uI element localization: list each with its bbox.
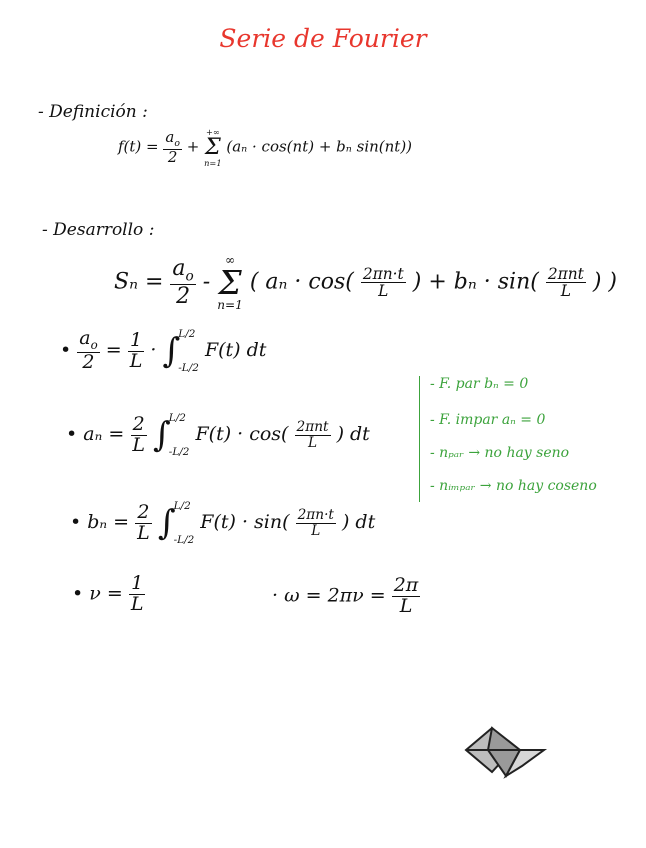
an-integral: ∫ L/2 -L/2 — [152, 412, 190, 458]
bn-integral: ∫ L/2 -L/2 — [157, 500, 195, 546]
omega-den: L — [399, 594, 413, 617]
bn-bullet: • — [70, 511, 82, 533]
a0-lhs-num-sub: o — [90, 338, 98, 353]
sn-frac2-den: L — [560, 282, 571, 301]
a0-coef-fraction — [128, 328, 145, 372]
omega-fraction — [392, 576, 421, 617]
bn-coef-fraction — [135, 500, 152, 544]
sn-sum-top: ∞ — [224, 253, 236, 267]
sn-frac-num: 2πn·t — [362, 264, 404, 283]
a0-integral: ∫ L/2 -L/2 — [162, 328, 199, 374]
sn-sum-bottom: n=1 — [217, 298, 243, 313]
def-sum-top: +∞ — [205, 127, 220, 137]
an-formula — [66, 412, 370, 458]
bn-frac-den: L — [311, 522, 321, 539]
definicion-formula — [118, 128, 412, 167]
nu-den: L — [130, 592, 144, 615]
nu-lhs: ν = — [89, 582, 123, 605]
bn-formula — [70, 500, 375, 546]
an-int-bottom: -L/2 — [168, 446, 190, 458]
sn-sin-fraction — [546, 266, 586, 299]
a0-coef-num: 1 — [129, 328, 143, 351]
def-body: (aₙ · cos(nt) + bₙ sin(nt)) — [226, 137, 413, 156]
sn-close1: ) — [412, 269, 422, 295]
sn-two: 2 — [176, 283, 191, 309]
sn-sigma: Σ — [218, 263, 242, 303]
a0-int-top: L/2 — [178, 328, 196, 340]
an-cos-fraction — [295, 420, 331, 450]
def-a0: a — [165, 127, 175, 146]
an-tail: ) dt — [336, 423, 370, 445]
definicion-heading: - Definición : — [38, 102, 148, 122]
an-integrand: F(t) · cos( — [195, 423, 289, 445]
bn-lhs: bₙ = — [87, 511, 130, 533]
a0-dot: · — [150, 339, 157, 361]
def-sigma: Σ — [204, 134, 221, 161]
an-coef-num: 2 — [132, 412, 145, 435]
sn-a0-sub: o — [185, 268, 194, 285]
a0-formula — [60, 328, 266, 374]
a0-coef-den: L — [129, 349, 143, 372]
page-title: Serie de Fourier — [219, 24, 427, 53]
sn-frac-den: L — [378, 282, 389, 301]
an-frac-den: L — [307, 434, 318, 451]
omega-formula — [272, 576, 420, 617]
omega-num: 2π — [393, 574, 419, 596]
nu-num: 1 — [131, 572, 144, 594]
nu-bullet: • — [72, 582, 84, 605]
bn-int-bottom: -L/2 — [173, 534, 195, 546]
bn-tail: ) dt — [341, 511, 376, 533]
folded-ribbon-logo-icon — [462, 722, 548, 780]
def-sum-bottom: n=1 — [204, 157, 222, 168]
note-item: - F. impar aₙ = 0 — [430, 412, 546, 428]
def-plus: + — [186, 137, 200, 156]
def-summation — [204, 128, 221, 167]
notes-divider — [419, 376, 420, 502]
sn-formula — [114, 254, 617, 311]
omega-lhs: · ω = 2πν = — [272, 584, 386, 607]
a0-lhs-fraction — [77, 329, 99, 372]
an-coef-den: L — [132, 433, 145, 456]
a0-lhs-num: a — [79, 327, 91, 350]
sn-lhs: Sₙ = — [114, 269, 164, 295]
sn-close2: ) ) — [592, 269, 618, 295]
def-lhs: f(t) = — [118, 137, 159, 156]
note-item: - nᵢₘₚₐᵣ → no hay coseno — [430, 478, 597, 494]
def-a0-sub: o — [174, 137, 180, 149]
def-two: 2 — [167, 147, 178, 166]
sn-summation — [217, 254, 243, 311]
a0-int-bottom: -L/2 — [178, 362, 199, 374]
def-a0-fraction — [163, 127, 182, 166]
sn-plus: + bₙ · sin( — [428, 269, 539, 295]
nu-formula — [72, 574, 145, 615]
bn-frac-num: 2πn·t — [297, 507, 334, 524]
bn-coef-num: 2 — [137, 500, 150, 523]
bn-integrand: F(t) · sin( — [200, 511, 290, 533]
note-item: - nₚₐᵣ → no hay seno — [430, 445, 570, 461]
sn-term1: ( aₙ · cos( — [249, 269, 354, 295]
sn-a0-fraction — [170, 257, 195, 308]
a0-lhs-den: 2 — [82, 350, 95, 373]
bn-sin-fraction — [296, 508, 336, 538]
a0-bullet: • — [60, 339, 72, 361]
bn-int-top: L/2 — [173, 500, 191, 512]
sn-frac2-num: 2πnt — [547, 264, 584, 283]
a0-integrand: F(t) dt — [204, 339, 267, 361]
an-frac-num: 2πnt — [296, 419, 329, 436]
an-lhs: aₙ = — [83, 423, 125, 445]
sn-a0: a — [172, 256, 186, 282]
note-item: - F. par bₙ = 0 — [430, 376, 529, 392]
an-coef-fraction — [130, 412, 147, 456]
sn-op: - — [202, 269, 211, 295]
a0-eq: = — [105, 339, 122, 361]
an-bullet: • — [66, 423, 78, 445]
bn-coef-den: L — [137, 521, 150, 544]
desarrollo-heading: - Desarrollo : — [42, 220, 155, 240]
sn-cos-fraction — [361, 266, 406, 299]
nu-fraction — [129, 574, 146, 615]
an-int-top: L/2 — [168, 412, 186, 424]
